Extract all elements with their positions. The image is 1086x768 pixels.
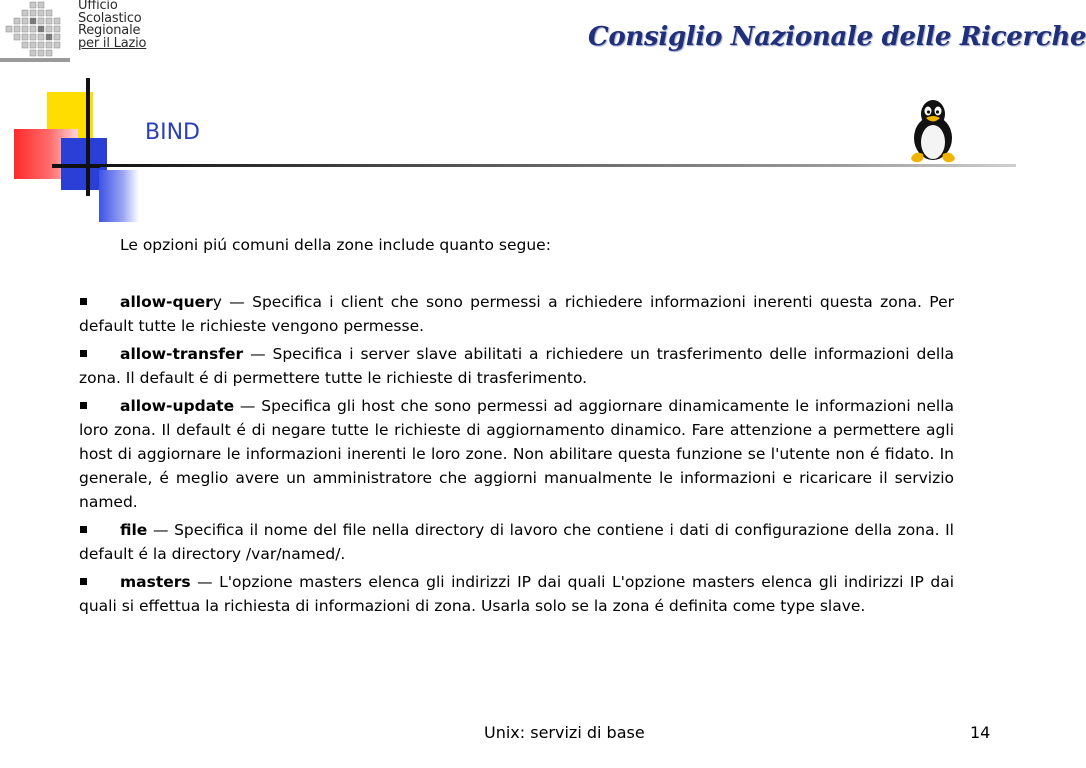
option-term: allow-transfer — [120, 345, 244, 363]
usr-logo-line: per il Lazio — [78, 35, 147, 51]
option-description: — Specifica i server slave abilitati a richiedere un trasferimento delle informazioni della zona. Il default é di permettere tutte le richieste di trasferimento. — [79, 345, 954, 387]
bullet-list — [79, 290, 954, 622]
usr-logo-line: Regionale — [78, 23, 141, 39]
list-item — [79, 518, 954, 566]
option-term: allow-quer — [120, 293, 213, 311]
mosaic-logo-icon — [0, 0, 70, 64]
usr-lazio-logo — [0, 0, 178, 64]
intro-text: Le opzioni piú comuni della zone include quanto segue: — [120, 236, 551, 254]
page-number: 14 — [970, 723, 991, 742]
bullet-square-icon — [80, 526, 87, 533]
usr-logo-line: Scolastico — [78, 10, 142, 26]
bullet-square-icon — [80, 350, 87, 357]
option-term: allow-update — [120, 397, 235, 415]
footer-title: Unix: servizi di base — [484, 723, 645, 742]
cnr-logo: Consiglio Nazionale delle Ricerche — [588, 22, 1086, 52]
option-description: — Specifica gli host che sono permessi ad aggiornare dinamicamente le informazioni nella loro zona. Il default é di negare tutte le richieste di aggiornamento dinamico. Fare attenzione a permettere agli host di aggiornare le informazioni inerenti le loro zone. Non abilitare questa funzione se l'utente non é fidato. In generale, é meglio avere un amministratore che aggiorni manualmente le informazioni e ricaricare il servizio named. — [79, 397, 954, 511]
option-description: — L'opzione masters elenca gli indirizzi IP dai quali L'opzione masters elenca gli indirizzi IP dai quali si effettua la richiesta di informazioni di zona. Usarla solo se la zona é definita come type slave. — [79, 573, 954, 615]
list-item — [79, 394, 954, 514]
option-term-rest: y — [212, 293, 222, 311]
option-description: — Specifica i client che sono permessi a richiedere informazioni inerenti questa zona. Per default tutte le richieste vengono permesse. — [79, 293, 954, 335]
usr-lazio-logo-text — [78, 0, 178, 50]
bullet-square-icon — [80, 298, 87, 305]
title-rule — [96, 164, 1016, 167]
list-item — [79, 342, 954, 390]
slide-title: BIND — [145, 120, 200, 145]
tux-penguin-icon — [905, 98, 961, 164]
list-item — [79, 570, 954, 618]
option-term: masters — [120, 573, 191, 591]
option-description: — Specifica il nome del file nella directory di lavoro che contiene i dati di configurazione della zona. Il default é la directory /var/named/. — [79, 521, 954, 563]
option-term: file — [120, 521, 148, 539]
decor-horizontal-line — [52, 164, 100, 168]
decor-vertical-line — [86, 78, 90, 196]
bullet-square-icon — [80, 578, 87, 585]
usr-logo-line: Ufficio — [78, 0, 118, 13]
bullet-square-icon — [80, 402, 87, 409]
decor-blue-gradient-square — [99, 170, 139, 222]
list-item — [79, 290, 954, 338]
